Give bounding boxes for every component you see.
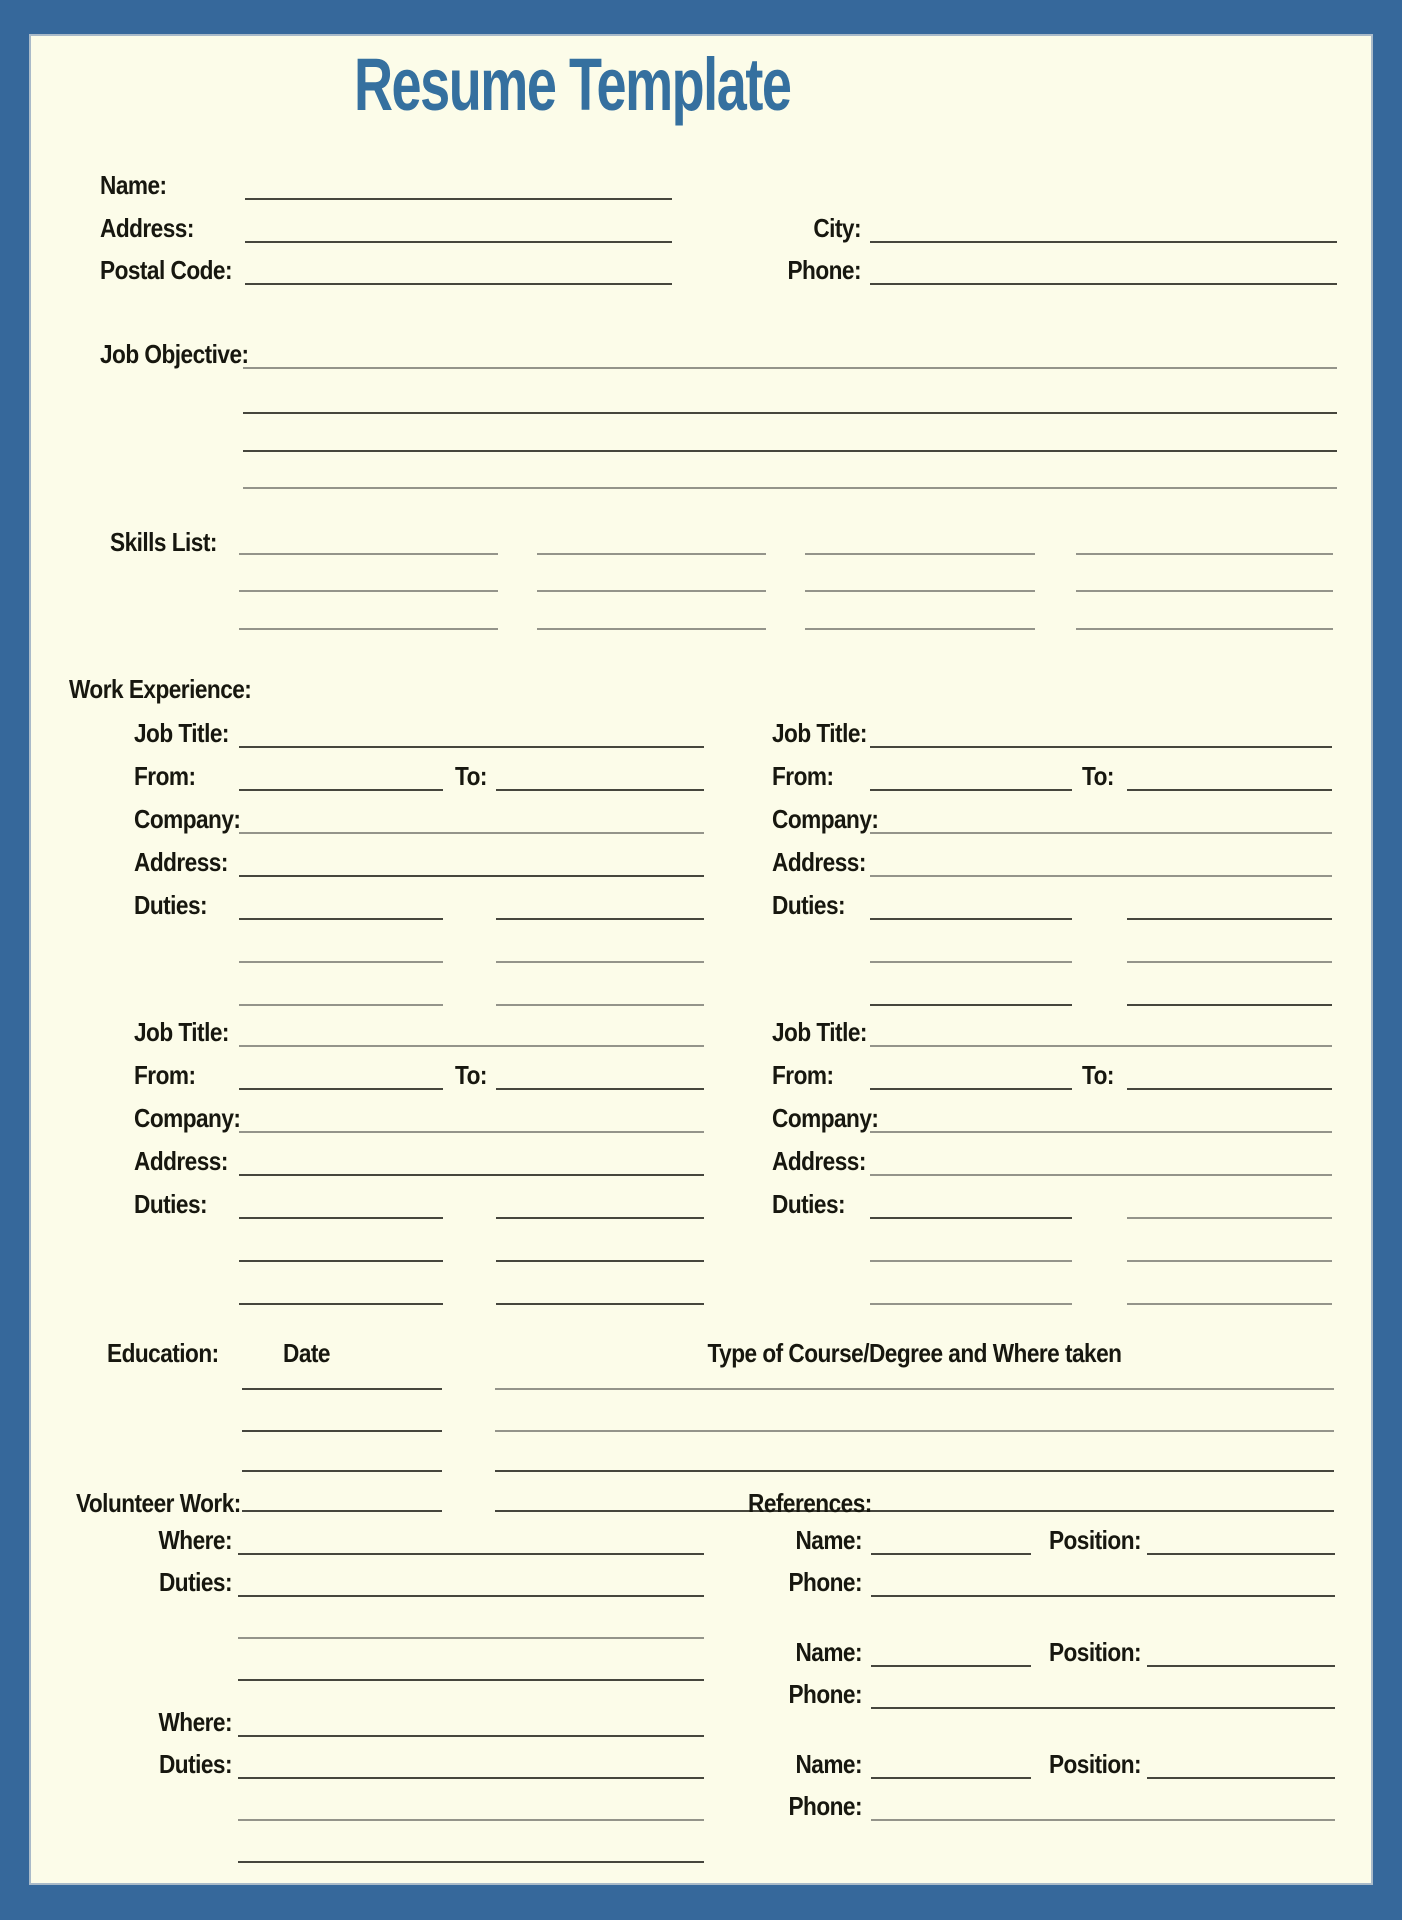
company-line[interactable] (239, 1109, 704, 1133)
address-line[interactable] (239, 1152, 704, 1176)
volunteer-duties-line[interactable] (238, 1797, 704, 1821)
name-label: Name: (100, 170, 167, 200)
ref-position-line[interactable] (1147, 1643, 1335, 1667)
duties-label: Duties: (158, 1567, 232, 1597)
education-date-line[interactable] (242, 1488, 442, 1512)
phone-label: Phone: (787, 255, 861, 285)
work-experience-label: Work Experience: (69, 674, 252, 704)
duties-line[interactable] (870, 939, 1072, 963)
ref-position-label: Position: (1048, 1525, 1141, 1555)
duties-label: Duties: (772, 890, 846, 920)
skill-line[interactable] (537, 568, 766, 592)
address-line[interactable] (239, 853, 704, 877)
duties-label: Duties: (134, 1189, 208, 1219)
ref-phone-label: Phone: (788, 1567, 862, 1597)
from-label: From: (134, 1060, 196, 1090)
duties-line[interactable] (496, 939, 704, 963)
company-line[interactable] (870, 1109, 1332, 1133)
skill-line[interactable] (805, 568, 1035, 592)
volunteer-duties-line[interactable] (238, 1657, 704, 1681)
duties-label: Duties: (158, 1749, 232, 1779)
duties-line[interactable] (496, 896, 704, 920)
education-course-header: Type of Course/Degree and Where taken (707, 1338, 1122, 1368)
to-label: To: (1082, 1060, 1114, 1090)
job-title-line[interactable] (239, 1023, 704, 1047)
ref-name-label: Name: (795, 1749, 862, 1779)
skills-list-label: Skills List: (110, 527, 217, 557)
job-title-label: Job Title: (134, 718, 229, 748)
skill-line[interactable] (1076, 606, 1333, 630)
phone-field-line[interactable] (870, 261, 1337, 285)
duties-line[interactable] (496, 1238, 704, 1262)
job-title-line[interactable] (870, 1023, 1332, 1047)
objective-line-4[interactable] (243, 465, 1337, 489)
from-line[interactable] (870, 767, 1072, 791)
skill-line[interactable] (537, 531, 766, 555)
duties-line[interactable] (1127, 1281, 1332, 1305)
volunteer-duties-line[interactable] (238, 1615, 704, 1639)
to-label: To: (455, 761, 487, 791)
skill-line[interactable] (239, 606, 498, 630)
to-line[interactable] (496, 767, 704, 791)
duties-line[interactable] (496, 982, 704, 1006)
duties-line[interactable] (496, 1281, 704, 1305)
work-block-3 (134, 1017, 704, 1309)
postal-code-label: Postal Code: (100, 255, 232, 285)
work-block-2 (772, 718, 1332, 1010)
ref-phone-label: Phone: (788, 1791, 862, 1821)
company-line[interactable] (870, 810, 1332, 834)
objective-line-2[interactable] (243, 390, 1337, 414)
paper (31, 36, 1371, 1883)
company-label: Company: (134, 1103, 241, 1133)
address-line[interactable] (870, 1152, 1332, 1176)
duties-line[interactable] (496, 1195, 704, 1219)
duties-line[interactable] (239, 1195, 443, 1219)
ref-phone-label: Phone: (788, 1679, 862, 1709)
education-date-line[interactable] (242, 1408, 442, 1432)
postal-code-field-line[interactable] (245, 261, 672, 285)
volunteer-duties-line[interactable] (238, 1839, 704, 1863)
address-label: Address: (100, 213, 194, 243)
address-field-line[interactable] (245, 219, 672, 243)
address-label: Address: (134, 1146, 228, 1176)
ref-position-label: Position: (1048, 1637, 1141, 1667)
job-title-line[interactable] (870, 724, 1332, 748)
name-field-line[interactable] (245, 176, 672, 200)
education-date-header: Date (283, 1338, 330, 1368)
job-title-line[interactable] (239, 724, 704, 748)
ref-phone-line[interactable] (871, 1685, 1335, 1709)
volunteer-where-line[interactable] (238, 1531, 704, 1555)
to-line[interactable] (496, 1066, 704, 1090)
city-field-line[interactable] (870, 219, 1337, 243)
ref-name-label: Name: (795, 1525, 862, 1555)
job-title-label: Job Title: (772, 1017, 867, 1047)
to-label: To: (1082, 761, 1114, 791)
from-label: From: (772, 1060, 834, 1090)
duties-line[interactable] (870, 1238, 1072, 1262)
work-block-4 (772, 1017, 1332, 1309)
skill-line[interactable] (805, 531, 1035, 555)
address-line[interactable] (870, 853, 1332, 877)
company-label: Company: (772, 1103, 879, 1133)
volunteer-where-line[interactable] (238, 1713, 704, 1737)
duties-line[interactable] (1127, 896, 1332, 920)
duties-line[interactable] (870, 896, 1072, 920)
skill-line[interactable] (1076, 568, 1333, 592)
from-line[interactable] (239, 1066, 443, 1090)
to-label: To: (455, 1060, 487, 1090)
education-course-line[interactable] (495, 1448, 1334, 1472)
where-label: Where: (158, 1525, 232, 1555)
page-title: Resume Template (354, 43, 791, 126)
duties-line[interactable] (239, 896, 443, 920)
duties-line[interactable] (1127, 982, 1332, 1006)
skill-line[interactable] (239, 531, 498, 555)
company-label: Company: (772, 804, 879, 834)
company-label: Company: (134, 804, 241, 834)
duties-line[interactable] (870, 1281, 1072, 1305)
ref-position-label: Position: (1048, 1749, 1141, 1779)
skill-line[interactable] (537, 606, 766, 630)
ref-name-line[interactable] (871, 1643, 1031, 1667)
duties-line[interactable] (870, 982, 1072, 1006)
education-course-line[interactable] (495, 1408, 1334, 1432)
volunteer-duties-line[interactable] (238, 1573, 704, 1597)
duties-line[interactable] (239, 1238, 443, 1262)
ref-name-line[interactable] (871, 1531, 1031, 1555)
ref-name-line[interactable] (871, 1755, 1031, 1779)
from-line[interactable] (870, 1066, 1072, 1090)
ref-phone-line[interactable] (871, 1573, 1335, 1597)
from-line[interactable] (239, 767, 443, 791)
ref-position-line[interactable] (1147, 1755, 1335, 1779)
objective-line-1[interactable] (243, 345, 1337, 369)
job-title-label: Job Title: (772, 718, 867, 748)
duties-line[interactable] (1127, 1195, 1332, 1219)
job-objective-label: Job Objective: (100, 339, 249, 369)
skill-line[interactable] (1076, 531, 1333, 555)
skill-line[interactable] (805, 606, 1035, 630)
duties-line[interactable] (239, 939, 443, 963)
duties-line[interactable] (1127, 1238, 1332, 1262)
duties-label: Duties: (134, 890, 208, 920)
company-line[interactable] (239, 810, 704, 834)
address-label: Address: (772, 847, 866, 877)
duties-line[interactable] (870, 1195, 1072, 1219)
from-label: From: (772, 761, 834, 791)
references-label: References: (748, 1488, 872, 1518)
duties-line[interactable] (239, 1281, 443, 1305)
education-date-line[interactable] (242, 1448, 442, 1472)
city-label: City: (813, 213, 861, 243)
education-date-line[interactable] (242, 1366, 442, 1390)
work-block-1 (134, 718, 704, 1010)
education-label: Education: (107, 1338, 219, 1368)
where-label: Where: (158, 1707, 232, 1737)
to-line[interactable] (1127, 1066, 1332, 1090)
job-title-label: Job Title: (134, 1017, 229, 1047)
address-label: Address: (772, 1146, 866, 1176)
ref-phone-line[interactable] (871, 1797, 1335, 1821)
skill-line[interactable] (239, 568, 498, 592)
duties-label: Duties: (772, 1189, 846, 1219)
address-label: Address: (134, 847, 228, 877)
ref-name-label: Name: (795, 1637, 862, 1667)
from-label: From: (134, 761, 196, 791)
duties-line[interactable] (1127, 939, 1332, 963)
volunteer-work-label: Volunteer Work: (76, 1488, 241, 1518)
volunteer-duties-line[interactable] (238, 1755, 704, 1779)
education-course-line[interactable] (495, 1488, 1334, 1512)
education-course-line[interactable] (495, 1366, 1334, 1390)
duties-line[interactable] (239, 982, 443, 1006)
objective-line-3[interactable] (243, 428, 1337, 452)
to-line[interactable] (1127, 767, 1332, 791)
ref-position-line[interactable] (1147, 1531, 1335, 1555)
